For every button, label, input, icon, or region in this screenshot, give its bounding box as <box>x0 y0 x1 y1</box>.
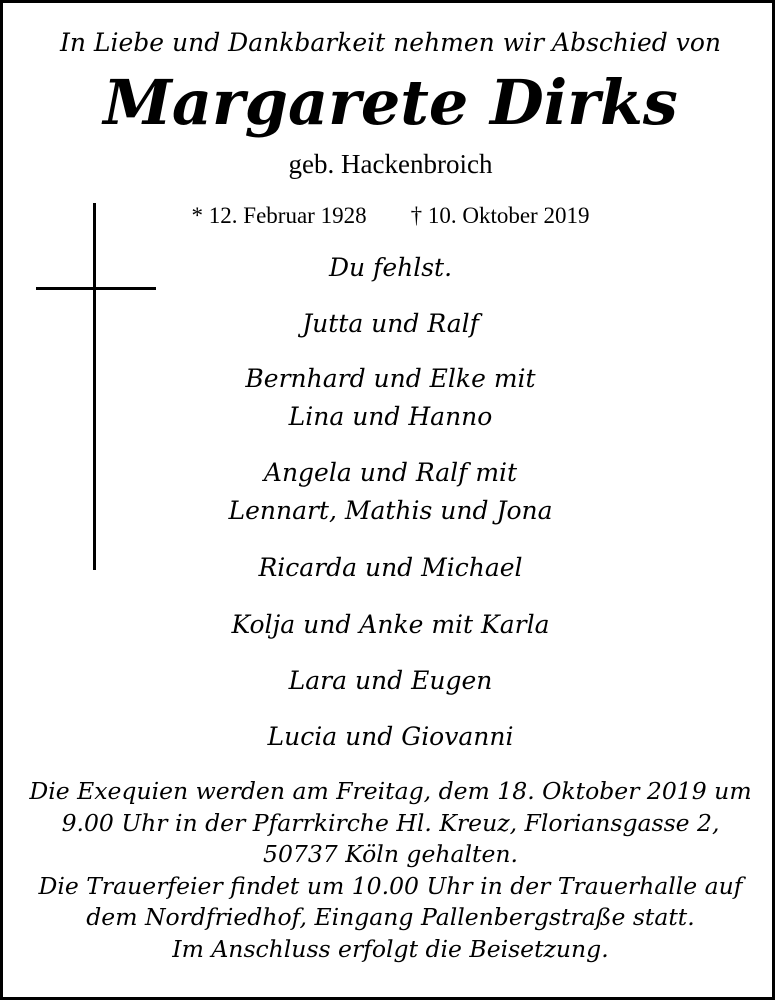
family-group <box>3 718 775 756</box>
intro-text: In Liebe und Dankbarkeit nehmen wir Abschied von <box>59 28 722 57</box>
deceased-name: Margarete Dirks <box>103 66 678 139</box>
notice-line: Die Exequien werden am Freitag, dem 18. Oktober 2019 um <box>29 777 752 805</box>
service-notice <box>3 776 775 965</box>
notice-line: 9.00 Uhr in der Pfarrkirche Hl. Kreuz, Floriansgasse 2, <box>61 808 720 837</box>
family-line: Kolja und Anke mit Karla <box>231 610 550 639</box>
death-date: † 10. Oktober 2019 <box>410 203 590 228</box>
family-group <box>3 549 775 587</box>
family-line: Jutta und Ralf <box>302 309 479 338</box>
maiden-name: geb. Hackenbroich <box>288 149 493 179</box>
family-line: Lucia und Giovanni <box>267 722 514 751</box>
family-group <box>3 662 775 700</box>
family-group <box>3 606 775 644</box>
family-line: Bernhard und Elke mit <box>245 364 536 393</box>
family-group <box>3 360 775 436</box>
family-group <box>3 305 775 343</box>
notice-line: Die Trauerfeier findet um 10.00 Uhr in der Trauerhalle auf <box>38 871 743 900</box>
birth-date: * 12. Februar 1928 <box>191 203 367 228</box>
notice-line: Im Anschluss erfolgt die Beisetzung. <box>172 934 609 963</box>
motto: Du fehlst. <box>328 253 453 282</box>
family-line: Lara und Eugen <box>288 666 493 695</box>
family-line: Lina und Hanno <box>288 402 493 431</box>
cross-icon-horizontal <box>36 287 156 290</box>
life-dates <box>3 200 775 232</box>
family-line: Ricarda und Michael <box>258 553 523 582</box>
notice-line: dem Nordfriedhof, Eingang Pallenbergstraße statt. <box>86 903 695 931</box>
family-line: Lennart, Mathis und Jona <box>228 496 553 525</box>
family-group <box>3 454 775 530</box>
family-line: Angela und Ralf mit <box>263 458 518 487</box>
notice-line: 50737 Köln gehalten. <box>263 840 518 868</box>
